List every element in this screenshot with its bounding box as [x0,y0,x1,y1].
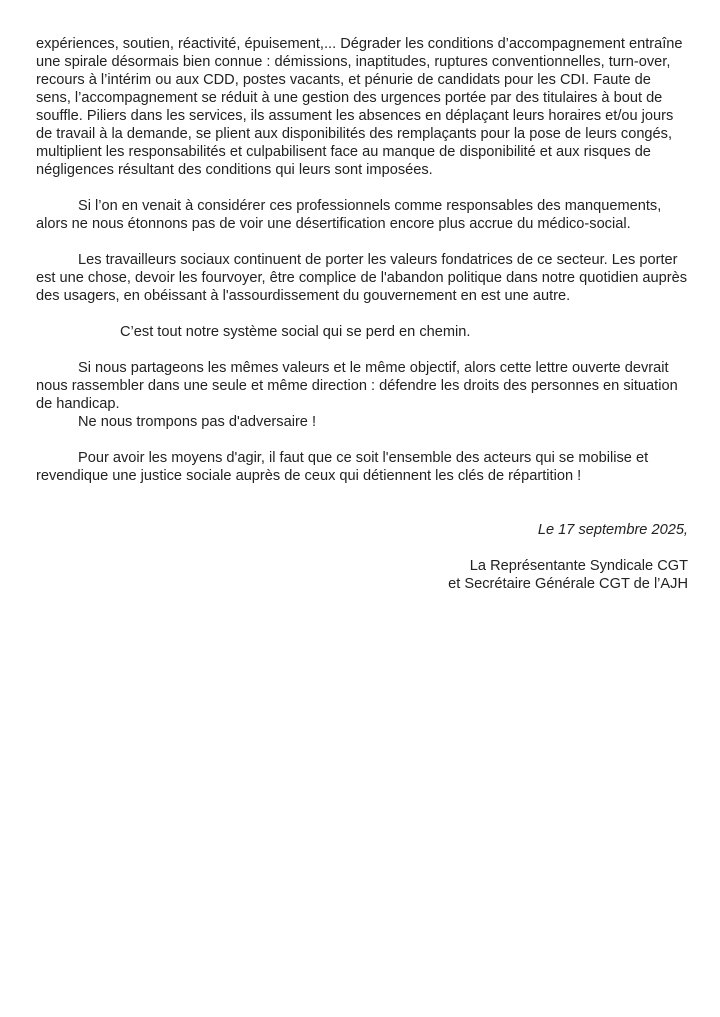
signature-line: et Secrétaire Générale CGT de l’AJH [448,576,688,592]
text-line: revendique une justice sociale auprès de ceux qui détiennent les clés de répartition ! [36,468,582,484]
text-line: Les travailleurs sociaux continuent de porter les valeurs fondatrices de ce secteur. Les porter [78,252,678,268]
text-line: souffle. Piliers dans les services, ils assument les absences en déplaçant leurs horaires et/ou jours [36,108,674,124]
text-line: Si l’on en venait à considérer ces professionnels comme responsables des manquements, [78,198,662,214]
text-line: négligences résultant des conditions qui leurs sont imposées. [36,162,433,178]
text-line: Ne nous trompons pas d'adversaire ! [78,414,317,430]
text-line: sens, l’accompagnement se réduit à une gestion des urgences portée par des titulaires à bout de [36,90,663,106]
paragraph-social-system [36,323,688,341]
paragraph-shared-values [36,359,688,413]
paragraph-consequences [36,35,688,179]
text-line: alors ne nous étonnons pas de voir une désertification encore plus accrue du médico-social. [36,216,631,232]
text-line: de handicap. [36,396,120,412]
text-line: recours à l’intérim ou aux CDD, postes vacants, et pénurie de candidats pour les CDI. Faute de [36,72,651,88]
text-line: Pour avoir les moyens d'agir, il faut que ce soit l'ensemble des acteurs qui se mobilise et [78,450,649,466]
paragraph-call-to-action [36,449,688,485]
text-line: une spirale désormais bien connue : démissions, inaptitudes, ruptures conventionnelles, turn-over, [36,54,671,70]
text-line: multiplient les responsabilités et culpabilisent face au manque de disponibilité et aux risques de [36,144,651,160]
text-line: Si nous partageons les mêmes valeurs et le même objectif, alors cette lettre ouverte devrait [78,360,669,376]
letter-page [36,35,688,593]
signature-block [36,557,688,593]
paragraph-responsibility [36,197,688,233]
text-line: est une chose, devoir les fourvoyer, être complice de l'abandon politique dans notre quotidien auprès [36,270,688,286]
letter-date: Le 17 septembre 2025, [537,522,688,538]
paragraph-social-workers [36,251,688,305]
signature-line: La Représentante Syndicale CGT [469,558,688,574]
text-line: des usagers, en obéissant à l'assourdissement du gouvernement en est une autre. [36,288,571,304]
text-line: expériences, soutien, réactivité, épuisement,... Dégrader les conditions d’accompagnement entraîne [36,36,683,52]
text-line: C’est tout notre système social qui se perd en chemin. [120,324,471,340]
text-line: nous rassembler dans une seule et même direction : défendre les droits des personnes en situation [36,378,678,394]
paragraph-adversary [36,413,688,431]
text-line: de travail à la demande, se plient aux disponibilités des remplaçants pour la pose de leurs congés, [36,126,673,142]
